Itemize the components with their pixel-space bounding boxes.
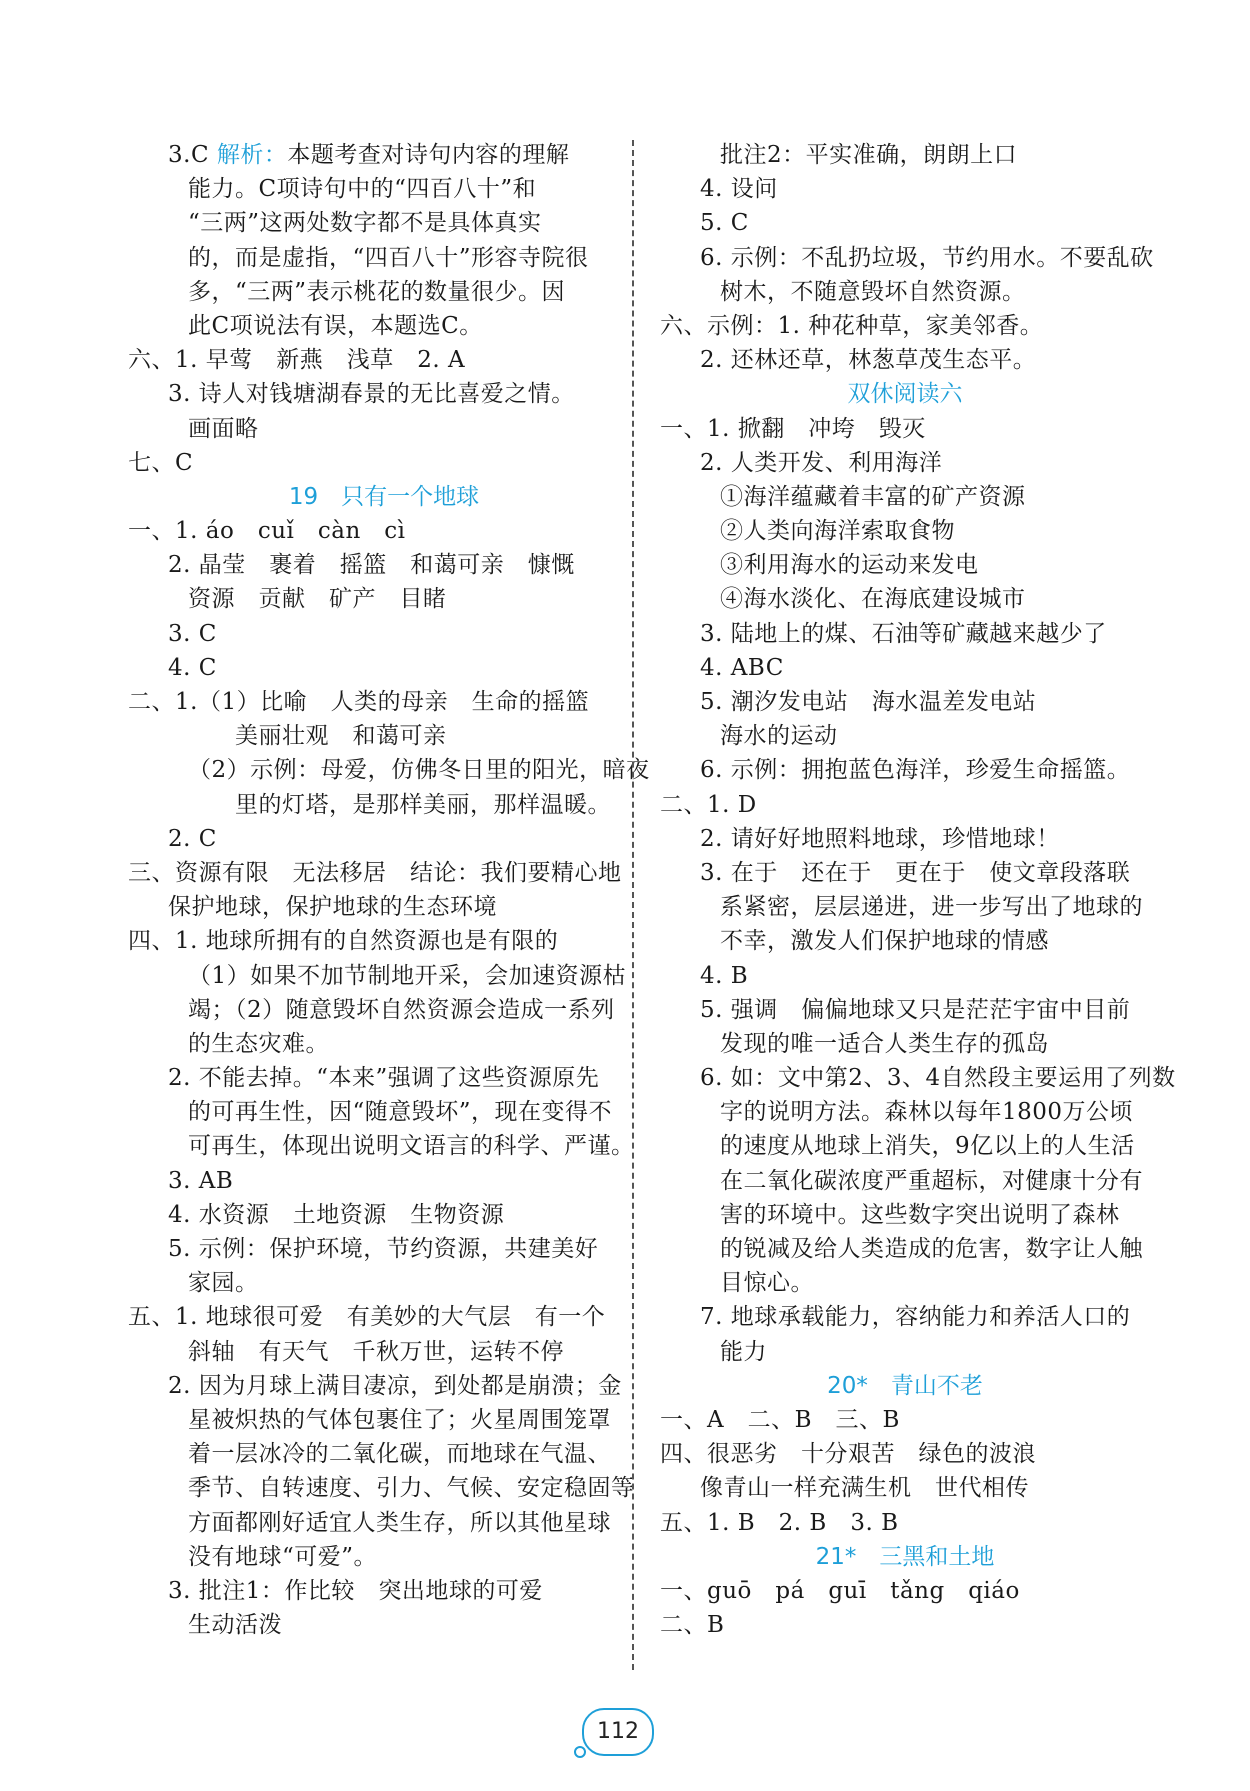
answer-line: 2. 还林还草，林葱草茂生态平。	[700, 347, 1037, 374]
answer-line: 2. C	[168, 825, 217, 852]
answer-line: 家园。	[188, 1270, 259, 1297]
answer-line: 6. 如：文中第2、3、4自然段主要运用了列数	[700, 1065, 1176, 1092]
answer-line: 树木，不随意毁坏自然资源。	[720, 278, 1026, 305]
answer-line: 发现的唯一适合人类生存的孤岛	[720, 1030, 1049, 1057]
answer-line: 着一层冰冷的二氧化碳，而地球在气温、	[188, 1441, 611, 1468]
answer-line: 在二氧化碳浓度严重超标，对健康十分有	[720, 1167, 1143, 1194]
answer-line: 4. C	[168, 654, 217, 681]
answer-line: 季节、自转速度、引力、气候、安定稳固等	[188, 1475, 635, 1502]
answer-line: 多，“三两”表示桃花的数量很少。因	[188, 278, 566, 305]
answer-line: 2. 不能去掉。“本来”强调了这些资源原先	[168, 1065, 600, 1092]
answer-line: 的锐减及给人类造成的危害，数字让人触	[720, 1236, 1143, 1262]
answer-line: 5. 示例：保护环境，节约资源，共建美好	[168, 1236, 599, 1262]
answer-line: 六、示例：1. 种花种草，家美邻香。	[660, 312, 1044, 339]
answer-line: 里的灯塔，是那样美丽，那样温暖。	[188, 791, 611, 818]
page-number-ornament	[574, 1746, 586, 1758]
answer-line: 5. 潮汐发电站 海水温差发电站	[700, 689, 1037, 715]
answer-line: 的可再生性，因“随意毁坏”，现在变得不	[188, 1099, 613, 1126]
answer-line: 目惊心。	[720, 1270, 814, 1297]
answer-line: 4. 设问	[700, 176, 778, 203]
answer-line: 能力。C项诗句中的“四百八十”和	[188, 176, 537, 203]
section-heading: 双休阅读六	[847, 381, 963, 408]
answer-line: 画面略	[188, 415, 259, 442]
answer-line: 的速度从地球上消失，9亿以上的人生活	[720, 1133, 1135, 1160]
answer-line: 海水的运动	[720, 723, 838, 750]
answer-line: 像青山一样充满生机 世代相传	[700, 1475, 1029, 1502]
answer-line: ②人类向海洋索取食物	[720, 518, 955, 545]
answer-line: 二、B	[660, 1612, 725, 1639]
answer-text: 3.C	[168, 142, 217, 168]
answer-line: 5. C	[700, 210, 749, 237]
answer-line	[128, 138, 640, 172]
section-heading: 20* 青山不老	[827, 1372, 983, 1399]
answer-line: 7. 地球承载能力，容纳能力和养活人口的	[700, 1304, 1131, 1331]
column-divider	[632, 140, 634, 1670]
answer-line: 一、A 二、B 三、B	[660, 1406, 900, 1433]
answer-line: 3. C	[168, 620, 217, 647]
answer-line: 4. B	[700, 962, 749, 989]
answer-line: ③利用海水的运动来发电	[720, 552, 979, 579]
answer-line: 三、资源有限 无法移居 结论：我们要精心地	[128, 859, 622, 886]
answer-line: 6. 示例：不乱扔垃圾，节约用水。不要乱砍	[700, 244, 1154, 271]
answer-line: ①海洋蕴藏着丰富的矿产资源	[720, 483, 1026, 510]
answer-line: 一、1. 掀翻 冲垮 毁灭	[660, 415, 926, 442]
answer-line: 方面都刚好适宜人类生存，所以其他星球	[188, 1509, 611, 1536]
answer-line: 斜轴 有天气 千秋万世，运转不停	[188, 1338, 564, 1365]
answer-line: 3. AB	[168, 1167, 234, 1194]
answer-line: 批注2：平实准确，朗朗上口	[720, 142, 1018, 168]
answer-line: 不幸，激发人们保护地球的情感	[720, 928, 1049, 955]
answer-line: “三两”这两处数字都不是具体真实	[188, 210, 542, 237]
section-heading: 21* 三黑和土地	[815, 1543, 995, 1570]
answer-line: 的，而是虚指，“四百八十”形容寺院很	[188, 244, 589, 271]
answer-line: （2）示例：母爱，仿佛冬日里的阳光，暗夜	[188, 757, 650, 784]
answer-line: 资源 贡献 矿产 目睹	[188, 586, 447, 613]
answer-line: 四、1. 地球所拥有的自然资源也是有限的	[128, 928, 559, 955]
answer-line: 一、guō pá guī tǎng qiáo	[660, 1577, 1020, 1604]
answer-line: 3. 在于 还在于 更在于 使文章段落联	[700, 859, 1131, 886]
answer-line: 3. 诗人对钱塘湖春景的无比喜爱之情。	[168, 381, 575, 408]
answer-line: 星被炽热的气体包裹住了；火星周围笼罩	[188, 1406, 611, 1433]
answer-line: 七、C	[128, 449, 194, 476]
answer-line: 害的环境中。这些数字突出说明了森林	[720, 1201, 1120, 1228]
answer-line: 2. 因为月球上满目凄凉，到处都是崩溃；金	[168, 1372, 622, 1399]
answer-line: 6. 示例：拥抱蓝色海洋，珍爱生命摇篮。	[700, 757, 1131, 784]
answer-line: 生动活泼	[188, 1612, 282, 1639]
answer-line: 五、1. 地球很可爱 有美妙的大气层 有一个	[128, 1304, 606, 1331]
answer-line: 二、1. D	[660, 791, 757, 818]
right-column	[660, 138, 1176, 1642]
analysis-label: 解析：	[216, 142, 288, 168]
answer-line: 美丽壮观 和蔼可亲	[188, 723, 447, 750]
answer-line: 竭；（2）随意毁坏自然资源会造成一系列	[188, 996, 615, 1023]
answer-line: 2. 晶莹 裹着 摇篮 和蔼可亲 慷慨	[168, 552, 575, 579]
answer-line: 4. ABC	[700, 654, 784, 681]
answer-line: 一、1. áo cuǐ càn cì	[128, 518, 406, 545]
answer-line: 4. 水资源 土地资源 生物资源	[168, 1201, 505, 1228]
answer-line: 五、1. B 2. B 3. B	[660, 1509, 899, 1536]
answer-line: 系紧密，层层递进，进一步写出了地球的	[720, 894, 1143, 921]
answer-line: 5. 强调 偏偏地球又只是茫茫宇宙中目前	[700, 996, 1131, 1023]
answer-line: 此C项说法有误，本题选C。	[188, 312, 483, 339]
answer-text: 本题考查对诗句内容的理解	[287, 142, 570, 168]
answer-line: 二、1.（1）比喻 人类的母亲 生命的摇篮	[128, 689, 590, 715]
answer-line: （1）如果不加节制地开采，会加速资源枯	[188, 962, 627, 989]
answer-line: 六、1. 早莺 新燕 浅草 2. A	[128, 347, 466, 374]
answer-line: 的生态灾难。	[188, 1030, 329, 1057]
answer-line: 3. 陆地上的煤、石油等矿藏越来越少了	[700, 620, 1107, 647]
answer-line: 字的说明方法。森林以每年1800万公顷	[720, 1099, 1134, 1126]
answer-line: 3. 批注1：作比较 突出地球的可爱	[168, 1577, 543, 1604]
answer-line: 可再生，体现出说明文语言的科学、严谨。	[188, 1133, 635, 1160]
answer-line: 能力	[720, 1338, 767, 1365]
section-heading: 19 只有一个地球	[288, 483, 480, 510]
answer-line: 2. 人类开发、利用海洋	[700, 449, 943, 476]
answer-line: 保护地球，保护地球的生态环境	[168, 894, 497, 921]
left-column	[128, 138, 650, 1642]
answer-line: 2. 请好好地照料地球，珍惜地球！	[700, 825, 1060, 852]
page-number: 112	[582, 1708, 654, 1756]
answer-line: 四、很恶劣 十分艰苦 绿色的波浪	[660, 1441, 1036, 1468]
answer-line: ④海水淡化、在海底建设城市	[720, 586, 1026, 613]
answer-line: 没有地球“可爱”。	[188, 1543, 378, 1570]
